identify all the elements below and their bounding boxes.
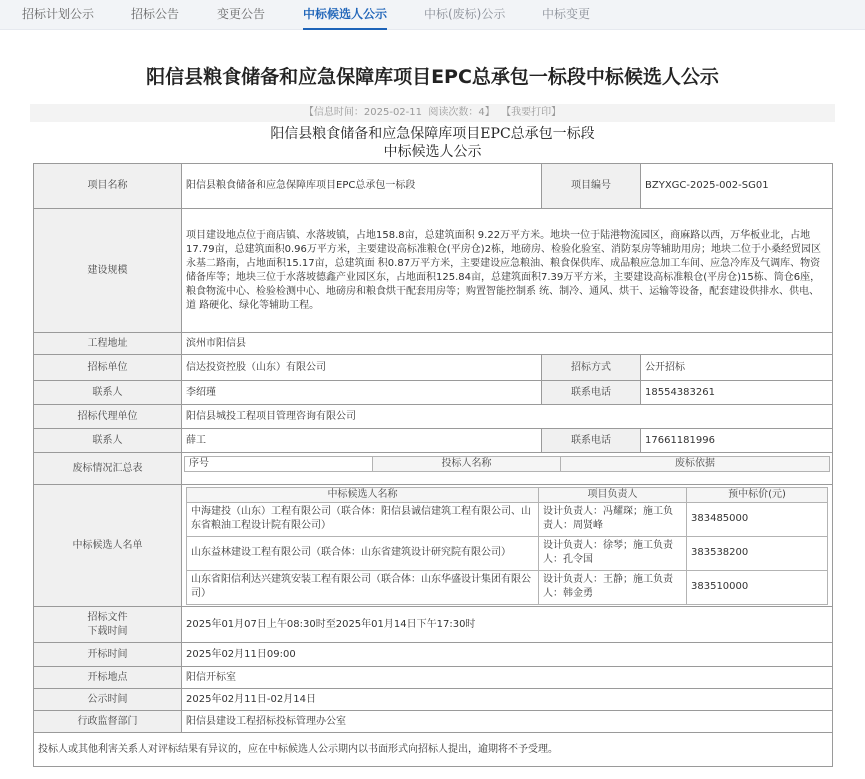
views-close: 】 — [484, 107, 495, 118]
download-label-line1: 招标文件 — [87, 611, 128, 623]
row-contact-1 — [34, 381, 833, 405]
row-tenderer — [34, 355, 833, 381]
row-supervisor — [34, 711, 833, 733]
tenderer-label: 招标单位 — [34, 355, 182, 381]
scale-label: 建设规模 — [34, 209, 182, 333]
project-name-label: 项目名称 — [34, 164, 182, 209]
publicity-value: 2025年02月11日-02月14日 — [182, 689, 833, 711]
method-value: 公开招标 — [641, 355, 833, 381]
page-title: 阳信县粮食储备和应急保障库项目EPC总承包一标段中标候选人公示 — [146, 66, 719, 88]
row-scale — [34, 209, 833, 333]
supervisor-value: 阳信县建设工程招标投标管理办公室 — [182, 711, 833, 733]
open-place-label: 开标地点 — [34, 667, 182, 689]
candidates-table — [186, 487, 828, 605]
tenderer-value: 信达投资控股（山东）有限公司 — [182, 355, 542, 381]
candidates-header-row — [187, 487, 828, 502]
open-place-value: 阳信开标室 — [182, 667, 833, 689]
row-contact-2 — [34, 429, 833, 453]
info-time-label: 【信息时间： — [303, 107, 364, 118]
candidate-manager: 设计负责人：王静；施工负责人：韩金勇 — [539, 570, 687, 604]
candidate-name: 中海建投（山东）工程有限公司（联合体：阳信县诚信建筑工程有限公司、山东省粮油工程设计院有限公司） — [187, 502, 539, 536]
row-candidates — [34, 485, 833, 607]
open-time-value: 2025年02月11日09:00 — [182, 643, 833, 667]
project-no-value: BZYXGC-2025-002-SG01 — [641, 164, 833, 209]
table-row — [187, 536, 828, 570]
views-count: 4 — [478, 107, 485, 118]
scale-value: 项目建设地点位于商店镇、水落坡镇，占地158.8亩，总建筑面积 9.22万平方米。地块一位于陆港物流园区，商麻路以西，万华板业北，占地17.79亩，总建筑面积0.96万平方米，主要建设高标准粮仓(平房仓)2栋，地磅房、检验化验室、消防泵房等辅助用房；地块二位于小桑经贸园区永基二路南，占地面积15.17亩，总建筑面 积0.87万平方米，主要建设应急粮油、粮食保供库、成品粮应急加工车间、应急冷库及气调库、物资储备库等；地块三位于水落坡德鑫产业园区东，占地面积125.84亩，总建筑面积7.39万平方米，主要建设高标准粮仓(平房仓)15栋、筒仓6座，粮食物流中心、检验检测中心、地磅房和粮食烘干配套用房等；购置智能控制系 统、制冷、通风、烘干、运输等设备，配套建设供排水、供电、道 路硬化、绿化等辅助工程。 — [182, 209, 833, 333]
contact1-label: 联系人 — [34, 381, 182, 405]
document-title — [0, 125, 865, 161]
void-summary-table — [184, 456, 830, 472]
objection-notice: 投标人或其他利害关系人对评标结果有异议的，应在中标候选人公示期内以书面形式向招标人提出，逾期将不予受理。 — [34, 733, 833, 767]
tab-award-change[interactable]: 中标变更 — [542, 7, 591, 21]
contact2-value: 薛工 — [182, 429, 542, 453]
contact1-value: 李绍瑾 — [182, 381, 542, 405]
tab-change-notice[interactable]: 变更公告 — [217, 7, 266, 21]
row-agent — [34, 405, 833, 429]
row-open-place — [34, 667, 833, 689]
row-notice — [34, 733, 833, 767]
candidate-manager: 设计负责人：徐琴；施工负责人：孔令国 — [539, 536, 687, 570]
views-label: 阅读次数： — [428, 107, 479, 118]
method-label: 招标方式 — [542, 355, 641, 381]
location-value: 滨州市阳信县 — [182, 333, 833, 355]
candidate-manager: 设计负责人：冯耀琛；施工负责人：周贤峰 — [539, 502, 687, 536]
announcement-table — [33, 163, 833, 767]
project-no-label: 项目编号 — [542, 164, 641, 209]
publicity-label: 公示时间 — [34, 689, 182, 711]
project-name-value: 阳信县粮食储备和应急保障库项目EPC总承包一标段 — [182, 164, 542, 209]
tab-bar — [0, 0, 865, 30]
tab-candidate-publicity[interactable]: 中标候选人公示 — [303, 0, 387, 30]
phone2-label: 联系电话 — [542, 429, 641, 453]
row-location — [34, 333, 833, 355]
void-summary-label: 废标情况汇总表 — [34, 453, 182, 485]
tab-tender-plan[interactable]: 招标计划公示 — [22, 7, 95, 21]
candidate-header-price: 预中标价(元) — [687, 487, 828, 502]
candidates-label: 中标候选人名单 — [34, 485, 182, 607]
document-title-line2: 中标候选人公示 — [383, 144, 482, 160]
contact2-label: 联系人 — [34, 429, 182, 453]
candidate-price: 383510000 — [687, 570, 828, 604]
row-publicity — [34, 689, 833, 711]
void-header-basis: 废标依据 — [561, 457, 830, 472]
candidate-header-manager: 项目负责人 — [539, 487, 687, 502]
info-time: 2025-02-11 — [363, 107, 423, 118]
candidate-price: 383485000 — [687, 502, 828, 536]
agent-value: 阳信县城投工程项目管理咨询有限公司 — [182, 405, 833, 429]
void-header-bidder: 投标人名称 — [373, 457, 561, 472]
candidate-name: 山东益林建设工程有限公司（联合体：山东省建筑设计研究院有限公司） — [187, 536, 539, 570]
tab-award-publicity[interactable]: 中标(废标)公示 — [424, 7, 506, 21]
location-label: 工程地址 — [34, 333, 182, 355]
document-title-line1: 阳信县粮食储备和应急保障库项目EPC总承包一标段 — [270, 126, 595, 142]
row-open-time — [34, 643, 833, 667]
table-row — [187, 502, 828, 536]
candidate-name: 山东省阳信利达兴建筑安装工程有限公司（联合体：山东华盛设计集团有限公司） — [187, 570, 539, 604]
row-project-name — [34, 164, 833, 209]
tab-tender-notice[interactable]: 招标公告 — [131, 7, 180, 21]
download-time-value: 2025年01月07日上午08:30时至2025年01月14日下午17:30时 — [182, 607, 833, 643]
print-link[interactable]: 【我要打印】 — [501, 107, 562, 118]
candidate-price: 383538200 — [687, 536, 828, 570]
download-time-label — [34, 607, 182, 643]
row-download-time — [34, 607, 833, 643]
table-row — [187, 570, 828, 604]
void-header-no: 序号 — [185, 457, 373, 472]
supervisor-label: 行政监督部门 — [34, 711, 182, 733]
agent-label: 招标代理单位 — [34, 405, 182, 429]
candidate-header-name: 中标候选人名称 — [187, 487, 539, 502]
download-label-line2: 下载时间 — [87, 625, 128, 637]
phone1-value: 18554383261 — [641, 381, 833, 405]
meta-bar — [30, 104, 835, 122]
row-void-summary — [34, 453, 833, 485]
open-time-label: 开标时间 — [34, 643, 182, 667]
phone2-value: 17661181996 — [641, 429, 833, 453]
phone1-label: 联系电话 — [542, 381, 641, 405]
